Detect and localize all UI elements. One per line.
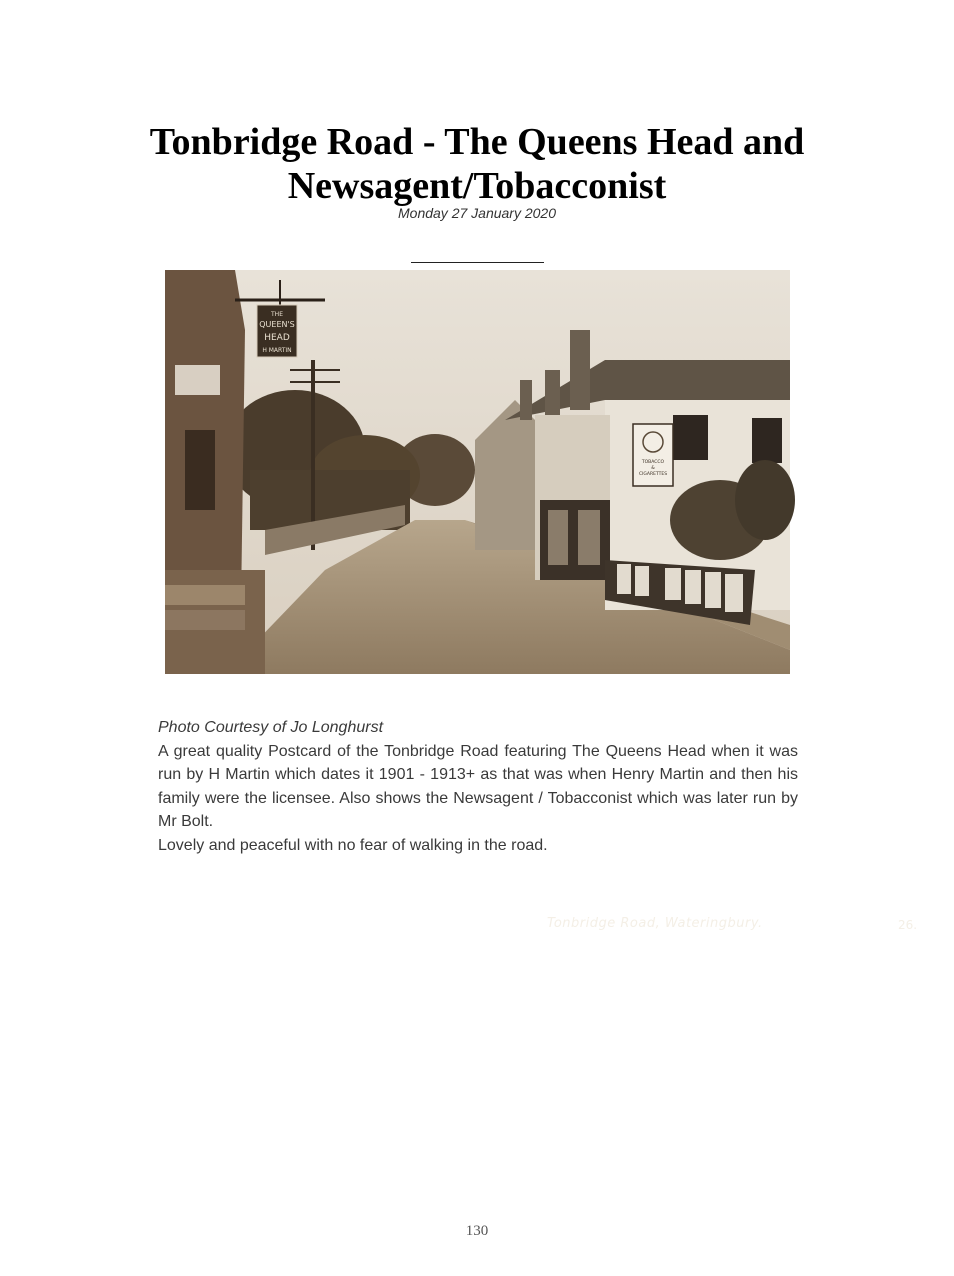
- shop-sign-text: &: [651, 466, 655, 471]
- pub-sign-text: HEAD: [264, 333, 290, 343]
- street-scene-illustration: [165, 270, 790, 674]
- pub-sign-text: THE: [271, 311, 283, 318]
- photo-credit: Photo Courtesy of Jo Longhurst: [158, 719, 384, 736]
- pub-sign-text: QUEEN'S: [259, 320, 295, 329]
- page-title: Tonbridge Road - The Queens Head and Newsagent/Tobacconist: [149, 121, 805, 207]
- article-paragraph: A great quality Postcard of the Tonbridge Road featuring The Queens Head when it was run by H Martin which dates it 1901 - 1913+ as that was when Henry Martin and then his family were the licensee. Also shows the Newsagent / Tobacconist which was later run by Mr Bolt.: [158, 742, 798, 830]
- pub-sign-text: H MARTIN: [262, 347, 292, 354]
- shop-sign-text: CIGARETTES: [638, 472, 668, 477]
- article-closing: Lovely and peaceful with no fear of walking in the road.: [158, 836, 548, 854]
- article-body: [158, 716, 798, 857]
- divider: [411, 262, 544, 263]
- photo-caption: Tonbridge Road, Wateringbury.: [547, 916, 763, 931]
- shop-sign-text: TOBACCO: [641, 460, 665, 465]
- page-number: 130: [465, 1223, 489, 1239]
- post-date: Monday 27 January 2020: [398, 205, 556, 221]
- photo-number: 26.: [898, 918, 918, 932]
